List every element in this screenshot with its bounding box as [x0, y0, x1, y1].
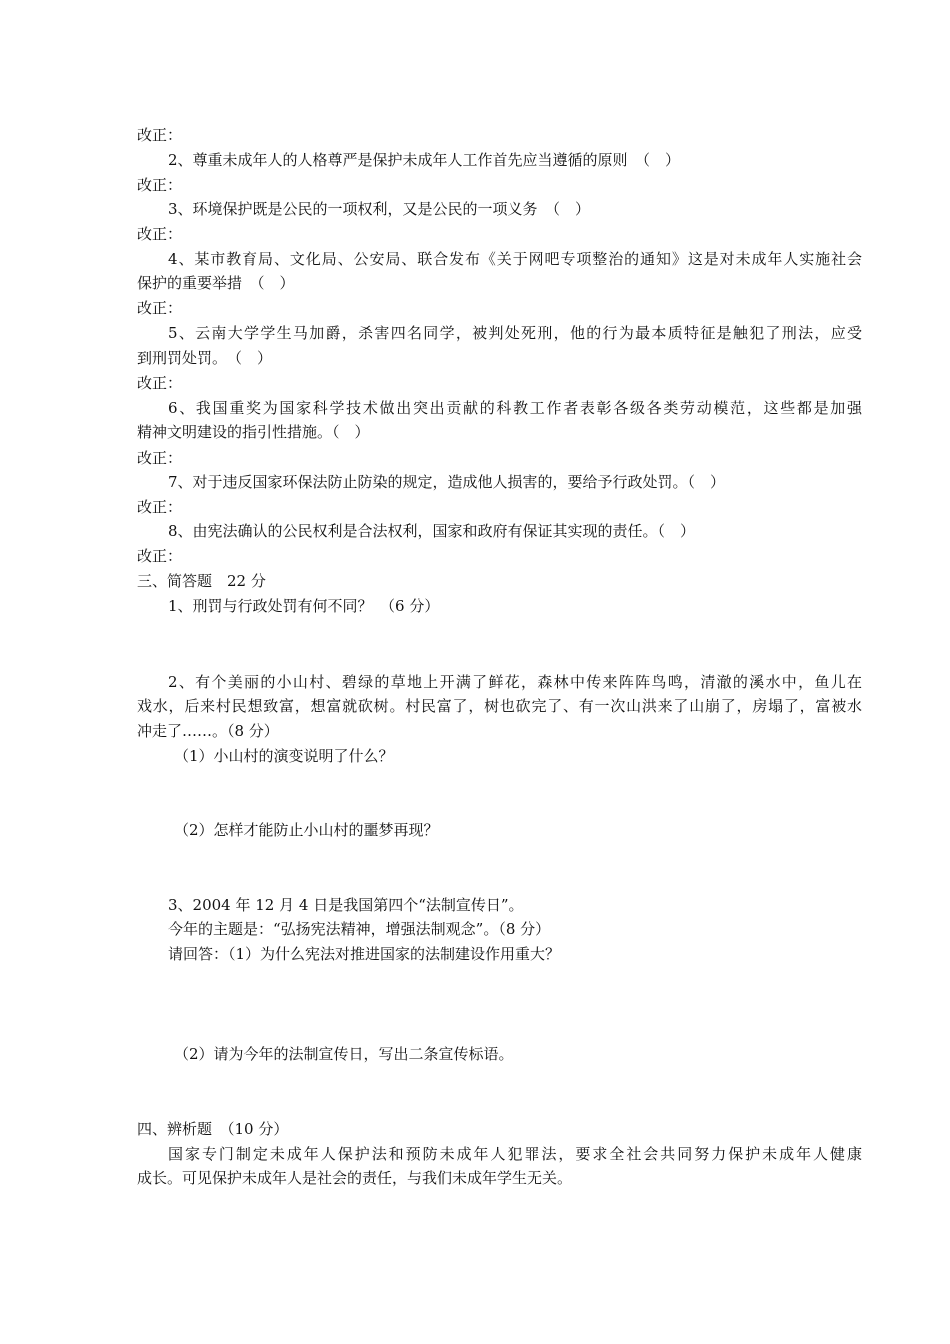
analysis-line-1: 国家专门制定未成年人保护法和预防未成年人犯罪法，要求全社会共同努力保护未成年人健康 [168, 1145, 862, 1163]
short-answer-3-line-1: 3、2004 年 12 月 4 日是我国第四个“法制宣传日”。 [168, 896, 524, 914]
question-6-line-2: 精神文明建设的指引性措施。（ ） [137, 423, 370, 441]
correction-label: 改正： [137, 299, 183, 317]
correction-label: 改正： [137, 547, 183, 565]
question-4-line-2: 保护的重要举措 （ ） [137, 274, 295, 292]
short-answer-3-line-3: 请回答：（1）为什么宪法对推进国家的法制建设作用重大？ [168, 945, 561, 963]
short-answer-2-sub-2: （2）怎样才能防止小山村的噩梦再现？ [174, 821, 439, 839]
short-answer-1: 1、刑罚与行政处罚有何不同？ （6 分） [168, 597, 440, 615]
short-answer-2-sub-1: （1）小山村的演变说明了什么？ [174, 747, 394, 765]
short-answer-2-line-3: 冲走了……。（8 分） [137, 722, 279, 740]
correction-label: 改正： [137, 126, 183, 144]
question-4-line-1: 4、某市教育局、文化局、公安局、联合发布《关于网吧专项整治的通知》这是对未成年人实施社会 [168, 250, 862, 268]
question-6-line-1: 6、我国重奖为国家科学技术做出突出贡献的科教工作者表彰各级各类劳动模范，这些都是加强 [168, 399, 862, 417]
correction-label: 改正： [137, 449, 183, 467]
correction-label: 改正： [137, 176, 183, 194]
short-answer-2-line-1: 2、有个美丽的小山村、碧绿的草地上开满了鲜花，森林中传来阵阵鸟鸣，清澈的溪水中，鱼儿在 [168, 673, 862, 691]
short-answer-3-sub-2: （2）请为今年的法制宣传日，写出二条宣传标语。 [174, 1045, 514, 1063]
question-5-line-1: 5、云南大学学生马加爵，杀害四名同学，被判处死刑，他的行为最本质特征是触犯了刑法，应受 [168, 324, 862, 342]
correction-label: 改正： [137, 498, 183, 516]
short-answer-2-line-2: 戏水，后来村民想致富，想富就砍树。村民富了，树也砍完了、有一次山洪来了山崩了，房塌了，富被水 [137, 697, 862, 715]
question-8: 8、由宪法确认的公民权利是合法权利，国家和政府有保证其实现的责任。（ ） [168, 522, 696, 540]
section-3-heading: 三、简答题 22 分 [137, 572, 266, 590]
correction-label: 改正： [137, 374, 183, 392]
question-2: 2、尊重未成年人的人格尊严是保护未成年人工作首先应当遵循的原则 （ ） [168, 151, 681, 169]
question-5-line-2: 到刑罚处罚。 （ ） [137, 349, 273, 367]
correction-label: 改正： [137, 225, 183, 243]
question-7: 7、对于违反国家环保法防止防染的规定，造成他人损害的，要给予行政处罚。（ ） [168, 473, 726, 491]
analysis-line-2: 成长。可见保护未成年人是社会的责任，与我们未成年学生无关。 [137, 1169, 573, 1187]
short-answer-3-line-2: 今年的主题是：“弘扬宪法精神，增强法制观念”。（8 分） [168, 920, 551, 938]
section-4-heading: 四、辨析题 （10 分） [137, 1120, 289, 1138]
question-3: 3、环境保护既是公民的一项权利，又是公民的一项义务 （ ） [168, 200, 591, 218]
